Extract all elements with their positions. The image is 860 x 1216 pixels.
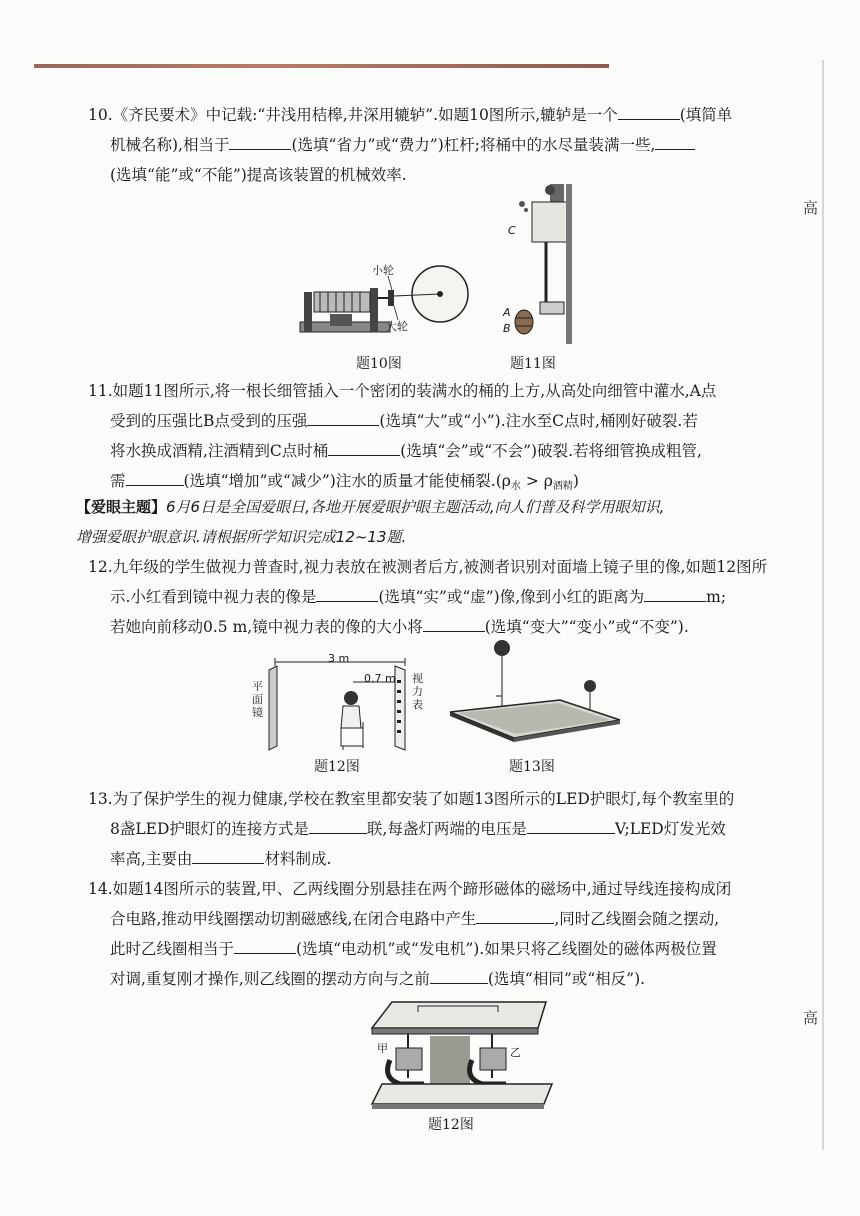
answer-blank[interactable] xyxy=(234,935,296,954)
q11-line4-mid: (选填“增加”或“减少”)注水的质量才能使桶裂.(ρ xyxy=(183,472,511,490)
answer-blank[interactable] xyxy=(423,613,485,632)
question-14 xyxy=(88,874,800,994)
q13-line2-mid: 联,每盏灯两端的电压是 xyxy=(366,820,527,838)
q11-line2-end: (选填“大”或“小”).注水至C点时,桶刚好破裂.若 xyxy=(379,412,698,430)
q11-line4: 需 xyxy=(110,472,126,490)
q12-line2-mid: (选填“实”或“虚”)像,像到小红的距离为 xyxy=(378,588,645,606)
eye-chart-label: 视力表 xyxy=(412,672,423,711)
led-lamp-figure xyxy=(440,638,630,750)
q10-line2: 机械名称),相当于 xyxy=(110,136,230,154)
q12-line3: 若她向前移动0.5 m,镜中视力表的像的大小将 xyxy=(110,618,423,636)
mirror-label: 平面镜 xyxy=(252,680,263,719)
answer-blank[interactable] xyxy=(655,131,695,150)
q14-line2-end: ,同时乙线圈会随之摆动, xyxy=(554,910,720,928)
question-11 xyxy=(88,376,800,502)
barrel-tube-figure xyxy=(510,184,580,344)
q14-line4: 对调,重复刚才操作,则乙线圈的摆动方向与之前 xyxy=(110,970,430,988)
answer-blank[interactable] xyxy=(430,965,488,984)
q11-line3-end: (选填“会”或“不会”)破裂.若将细管换成粗管, xyxy=(400,442,702,460)
answer-blank[interactable] xyxy=(307,407,379,426)
q10-line2-end: (选填“省力”或“费力”)杠杆;将桶中的水尽量装满一些, xyxy=(291,136,656,154)
answer-blank[interactable] xyxy=(527,815,615,834)
q11-line4-gt: > ρ xyxy=(520,472,553,490)
q13-line3-end: 材料制成. xyxy=(264,850,332,868)
theme-line1: 6月6日是全国爱眼日,各地开展爱眼护眼主题活动,向人们普及科学用眼知识, xyxy=(166,498,665,516)
q13-line2-end: V;LED灯发光效 xyxy=(614,820,726,838)
q14-line1: 14.如题14图所示的装置,甲、乙两线圈分别悬挂在两个蹄形磁体的磁场中,通过导线连接构成闭 xyxy=(88,880,732,898)
answer-blank[interactable] xyxy=(126,467,184,486)
margin-mark: 高 xyxy=(801,1010,819,1025)
answer-blank[interactable] xyxy=(309,815,367,834)
distance-0-7m: 0.7 m xyxy=(364,672,396,685)
q14-line2: 合电路,推动甲线圈摆动切割磁感线,在闭合电路中产生 xyxy=(110,910,477,928)
q14-line4-end: (选填“相同”或“相反”). xyxy=(487,970,646,988)
figure-13-caption: 题13图 xyxy=(509,759,555,775)
q12-line1: 12.九年级的学生做视力普查时,视力表放在被测者后方,被测者识别对面墙上镜子里的像,如题12图所 xyxy=(88,558,768,576)
coil-jia-label: 甲 xyxy=(377,1042,388,1055)
page-edge xyxy=(822,60,824,1150)
theme-line2: 增强爱眼护眼意识.请根据所学知识完成12~13题. xyxy=(76,528,407,546)
big-wheel-label: 大轮 xyxy=(386,320,408,333)
top-rule xyxy=(34,64,609,68)
theme-title: 【爱眼主题】 xyxy=(76,498,167,516)
point-b-label: B xyxy=(503,322,511,335)
figure-14-caption: 题12图 xyxy=(428,1117,474,1133)
answer-blank[interactable] xyxy=(644,583,706,602)
small-wheel-label: 小轮 xyxy=(372,264,394,277)
answer-blank[interactable] xyxy=(328,437,400,456)
q10-line3: (选填“能”或“不能”)提高该装置的机械效率. xyxy=(110,166,407,184)
coil-yi-label: 乙 xyxy=(510,1046,521,1059)
question-12 xyxy=(88,552,800,642)
answer-blank[interactable] xyxy=(316,583,378,602)
margin-mark: 高 xyxy=(801,200,819,215)
q12-line3-end: (选填“变大”“变小”或“不变”). xyxy=(484,618,689,636)
q11-line3: 将水换成酒精,注酒精到C点时桶 xyxy=(110,442,329,460)
eye-care-theme xyxy=(76,492,800,552)
figure-10-caption: 题10图 xyxy=(356,356,402,372)
q12-line2: 示.小红看到镜中视力表的像是 xyxy=(110,588,317,606)
question-13 xyxy=(88,784,800,874)
q13-line3: 率高,主要由 xyxy=(110,850,193,868)
q11-line4-end: ) xyxy=(572,472,579,490)
answer-blank[interactable] xyxy=(618,101,680,120)
answer-blank[interactable] xyxy=(192,845,264,864)
subscript-water: 水 xyxy=(510,481,521,492)
answer-blank[interactable] xyxy=(476,905,554,924)
q11-line2: 受到的压强比B点受到的压强 xyxy=(110,412,308,430)
q14-line3: 此时乙线圈相当于 xyxy=(110,940,235,958)
figure-12-caption: 题12图 xyxy=(314,759,360,775)
eye-chart-figure xyxy=(255,650,415,755)
q11-line1: 11.如题11图所示,将一根长细管插入一个密闭的装满水的桶的上方,从高处向细管中灌水,A点 xyxy=(88,382,717,400)
q10-line1: 10.《齐民要术》中记载:“井浅用桔槔,井深用辘轳”.如题10图所示,辘轳是一个 xyxy=(88,106,618,124)
figure-11-caption: 题11图 xyxy=(510,356,556,372)
q14-line3-end: (选填“电动机”或“发电机”).如果只将乙线圈处的磁体两极位置 xyxy=(296,940,717,958)
q13-line1: 13.为了保护学生的视力健康,学校在教室里都安装了如题13图所示的LED护眼灯,每个教室里的 xyxy=(88,790,735,808)
subscript-alcohol: 酒精 xyxy=(552,481,573,492)
distance-3m: 3 m xyxy=(328,652,350,665)
q10-line1-end: (填简单 xyxy=(679,106,733,124)
point-c-label: C xyxy=(508,224,516,237)
coils-magnets-figure xyxy=(368,1000,558,1112)
q13-line2: 8盏LED护眼灯的连接方式是 xyxy=(110,820,309,838)
q12-line2-end: m; xyxy=(706,588,727,606)
question-10 xyxy=(88,100,800,190)
answer-blank[interactable] xyxy=(229,131,291,150)
point-a-label: A xyxy=(503,306,511,319)
